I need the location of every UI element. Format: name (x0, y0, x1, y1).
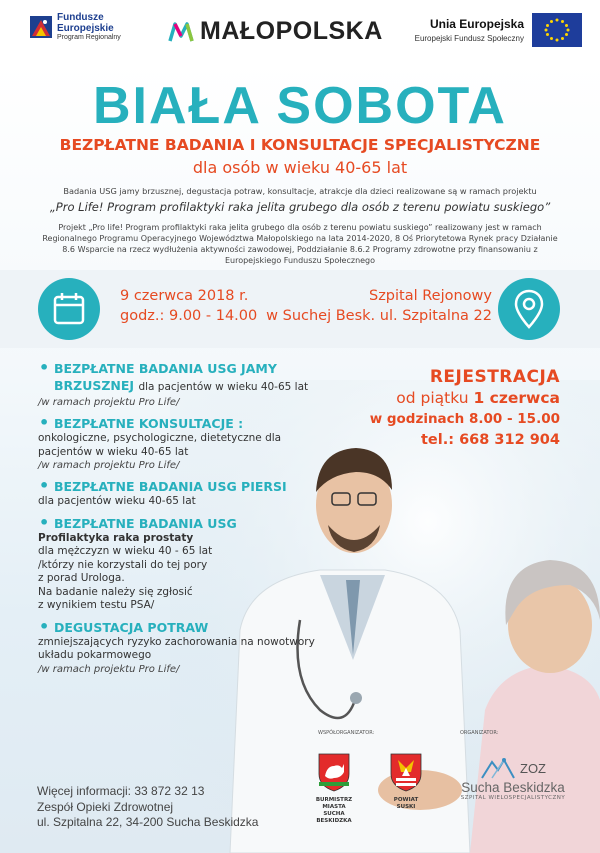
fe-line3: Program Regionalny (57, 34, 121, 41)
registration-phone: tel.: 668 312 904 (421, 432, 560, 448)
zoz-abbreviation: ZOZ (520, 760, 546, 776)
event-time: godz.: 9.00 - 14.00 (120, 308, 258, 324)
event-date: 9 czerwca 2018 r. (120, 288, 249, 304)
contact-address: ul. Szpitalna 22, 34-200 Sucha Beskidzka (37, 815, 259, 829)
service-usg-prostate-text5: z wynikiem testu PSA/ (38, 599, 155, 611)
zoz-subtitle: SZPITAL WIELOSPECJALISTYCZNY (460, 795, 566, 801)
powiat-suski-crest (384, 752, 428, 811)
event-datetime (120, 286, 257, 326)
contact-org: Zespół Opieki Zdrowotnej (37, 799, 174, 814)
age-range: dla osób w wieku 40-65 lat (192, 158, 408, 177)
fe-line2: Europejskie (57, 22, 114, 34)
sucha-town-crest (312, 752, 356, 825)
malopolska-logo (168, 17, 383, 46)
service-usg-abdomen-text: dla pacjentów w wieku 40-65 lat (138, 381, 309, 393)
ue-line1: Unia Europejska (429, 17, 524, 31)
service-usg-prostate-heading: • BEZPŁATNE BADANIA USG (38, 515, 338, 532)
service-item-tasting (38, 619, 338, 676)
calendar-badge (38, 278, 100, 340)
services-list (38, 360, 338, 682)
registration-heading: REJESTRACJA (429, 367, 560, 387)
service-usg-breast-heading: • BEZPŁATNE BADANIA USG PIERSI (38, 478, 338, 495)
poster-title: BIAŁA SOBOTA (93, 77, 507, 135)
service-usg-prostate-text4: Na badanie należy się zgłosić (38, 585, 193, 598)
coorganizer-label: WSPÓŁORGANIZATOR: (318, 730, 375, 736)
service-usg-prostate-subheading: Profilaktyka raka prostaty (38, 531, 194, 544)
service-tasting-text: zmniejszających ryzyko zachorowania na nowotwory układu pokarmowego (38, 635, 315, 661)
registration-hours: w godzinach 8.00 - 15.00 (369, 411, 560, 427)
service-consultations-text: onkologiczne, psychologiczne, dietetyczne dla pacjentów w wieku 40-65 lat (38, 432, 282, 458)
service-usg-abdomen-heading: • BEZPŁATNE BADANIA USG JAMY BRZUSZNEJ dla pacjentów w wieku 40-65 lat (38, 360, 338, 396)
service-usg-prostate-text2: /którzy nie korzystali do tej pory (38, 558, 208, 571)
service-usg-abdomen-note: /w ramach projektu Pro Life/ (38, 397, 180, 408)
service-tasting-heading: • DEGUSTACJA POTRAW (38, 619, 338, 636)
place-line1: Szpital Rejonowy (368, 288, 492, 304)
contact-phone: Więcej informacji: 33 872 32 13 (37, 784, 205, 798)
registration-from-date: 1 czerwca (473, 389, 560, 407)
event-place (266, 286, 492, 326)
calendar-icon (38, 278, 100, 340)
service-usg-prostate-text1: dla mężczyzn w wieku 40 - 65 lat (38, 545, 213, 557)
zoz-mountain-icon (480, 756, 516, 780)
zoz-city: Sucha Beskidzka (461, 780, 565, 795)
zoz-logo (452, 756, 574, 801)
ue-line2: Europejski Fundusz Społeczny (414, 34, 524, 43)
unia-europejska-logo (415, 13, 582, 47)
service-consultations-heading: • BEZPŁATNE KONSULTACJE : (38, 415, 338, 432)
place-line2: w Suchej Besk. ul. Szpitalna 22 (266, 308, 492, 324)
eu-flag-icon (532, 13, 582, 47)
registration-from: od piątku 1 czerwca (396, 389, 560, 407)
sucha-crest-caption: BURMISTRZ MIASTA SUCHA BESKIDZKA (315, 797, 353, 824)
location-pin-icon (498, 278, 560, 340)
malopolska-text: MAŁOPOLSKA (200, 17, 383, 45)
fe-line1: Fundusze (57, 12, 104, 23)
service-item-consultations (38, 415, 338, 472)
fundusze-europejskie-logo (30, 13, 121, 41)
contact-info (37, 784, 258, 831)
service-consultations-note: /w ramach projektu Pro Life/ (38, 460, 180, 471)
fe-emblem-icon (30, 16, 52, 38)
powiat-crest-icon (389, 752, 423, 792)
project-intro: Badania USG jamy brzusznej, degustacja potraw, konsultacje, atrakcje dla dzieci realizowane są w ramach projektu (63, 186, 537, 196)
service-tasting-note: /w ramach projektu Pro Life/ (38, 663, 180, 675)
registration-block (340, 366, 560, 451)
service-item-usg-abdomen (38, 360, 338, 409)
service-usg-breast-text: dla pacjentów wieku 40-65 lat (38, 495, 196, 507)
logo-bar (0, 0, 600, 62)
project-funding-info: Projekt „Pro life! Program profilaktyki raka jelita grubego dla osób z terenu powiatu suskiego” realizowany jest w ramach Regionalnego Programu Operacyjnego Województwa Małopolskiego na lata 2014-2020, 8 Oś Priorytetowa Rynek pracy Działanie 8.6 Wsparcie na rzecz wydłużenia aktywności zawodowej, Poddziałanie 8.6.2 Programy zdrowotne przy finansowaniu z Europejskiego Funduszu Społecznego (42, 223, 558, 265)
sucha-crest-icon (317, 752, 351, 792)
project-name: „Pro Life! Program profilaktyki raka jelita grubego dla osób z terenu powiatu suskiego” (49, 200, 551, 214)
service-item-usg-prostate (38, 515, 338, 613)
malopolska-m-icon (168, 21, 194, 43)
service-item-usg-breast (38, 478, 338, 509)
organizer-label: ORGANIZATOR: (460, 730, 499, 736)
powiat-crest-caption: POWIAT SUSKI (393, 797, 419, 810)
location-badge (498, 278, 560, 340)
service-usg-prostate-text3: z porad Urologa. (38, 572, 125, 584)
poster-subtitle: BEZPŁATNE BADANIA I KONSULTACJE SPECJALISTYCZNE (59, 136, 541, 154)
